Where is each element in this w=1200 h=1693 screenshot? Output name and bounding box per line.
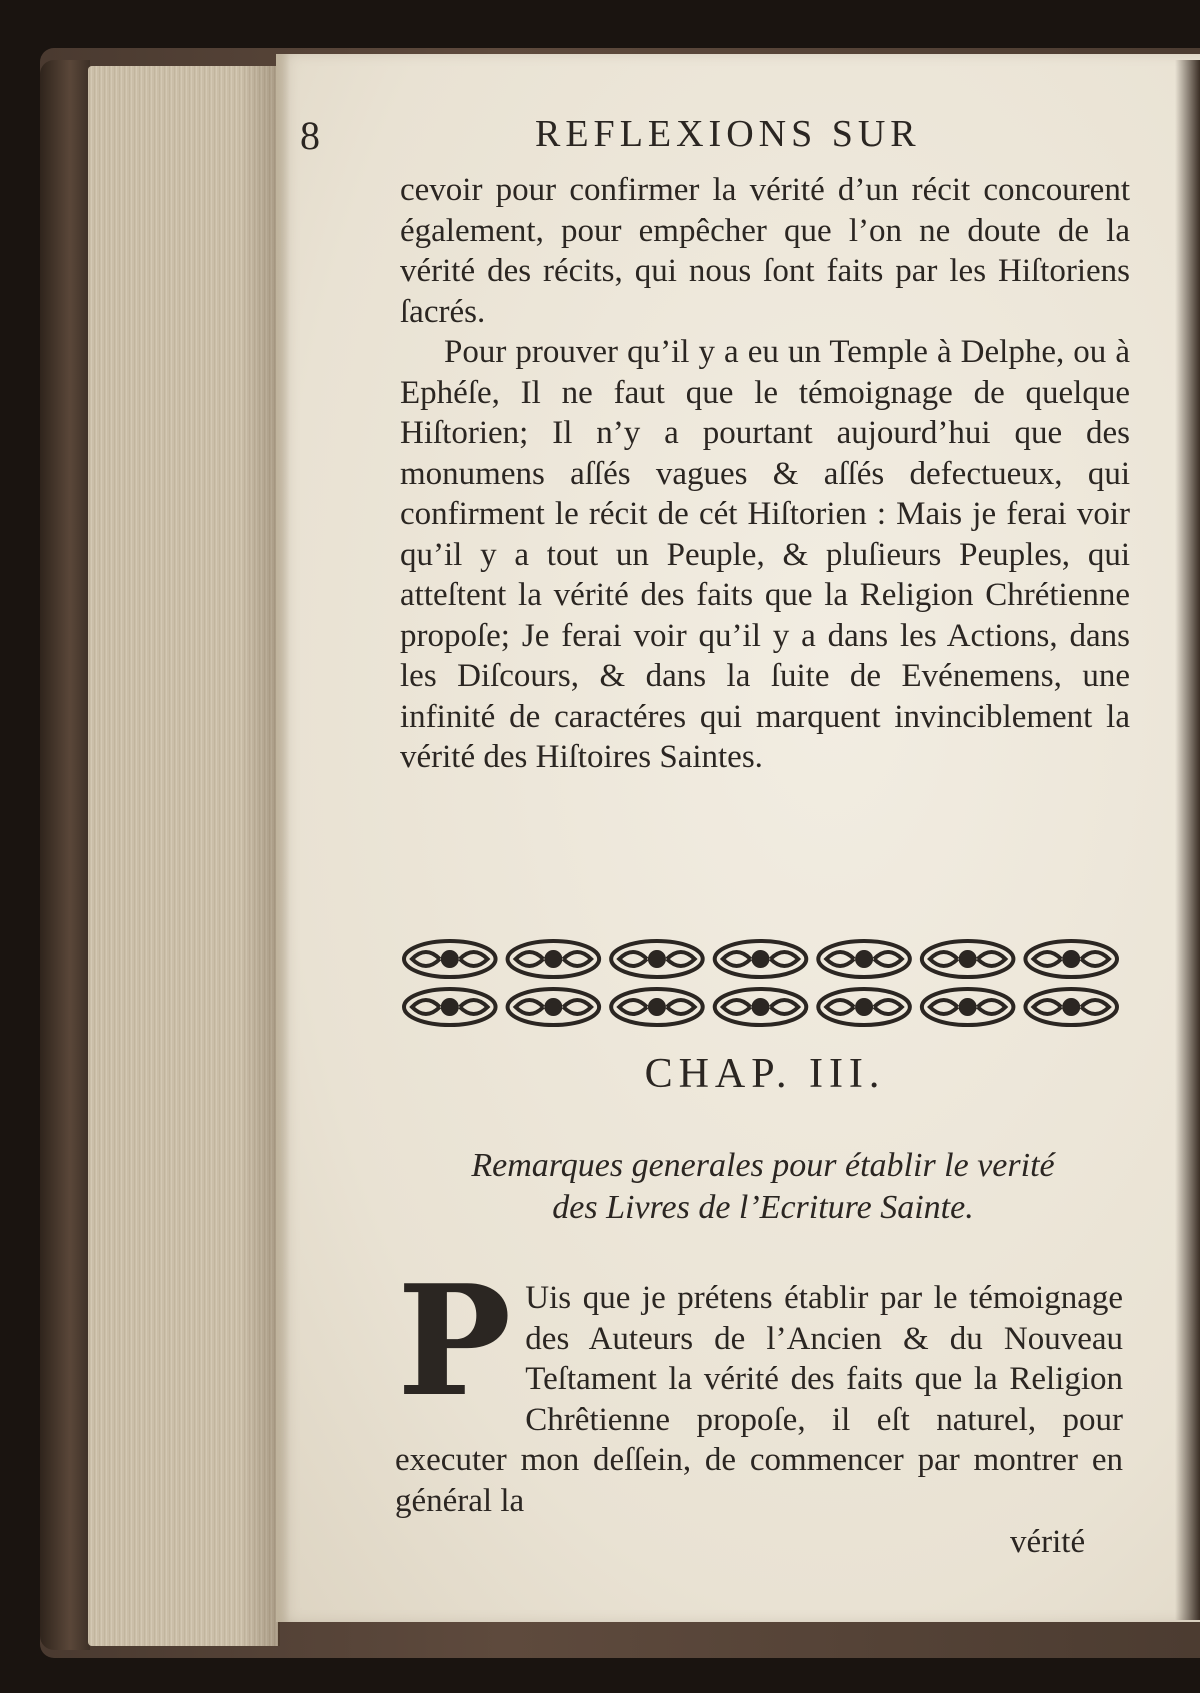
fleuron-scroll [826,1000,854,1014]
fleuron-center [857,952,871,966]
fleuron-scroll [563,952,591,966]
fleuron-scroll [826,952,854,966]
fleuron-center [754,1000,768,1014]
chapter-subtitle [398,1145,1128,1229]
fleuron-scroll [978,952,1006,966]
ornament-divider-icon [398,935,1123,1031]
running-head: REFLEXIONS SUR [535,113,921,155]
fleuron-scroll [930,952,958,966]
fleuron-scroll [667,952,695,966]
page-right-edge [1175,60,1200,1620]
body-text [400,170,1130,778]
opening-paragraph [395,1251,1123,1521]
fleuron-scroll [930,1000,958,1014]
paragraph-continued: cevoir pour confirmer la vérité d’un récit concourent également, pour empêcher que l’on ne doute de la vérité des récits, qui nous ſont faits par les Hiſtoriens ſacrés. [400,172,1130,330]
fleuron-scroll [874,1000,902,1014]
fleuron-scroll [1081,952,1109,966]
fleuron-center [961,952,975,966]
fleuron-center [961,1000,975,1014]
opening-text: Uis que je prétens établir par le témoignage des Auteurs de l’Ancien & du Nouveau Teſtament la vérité des faits que la Religion Chrêtienne propoſe, il eſt naturel, pour executer mon deſſein, de commencer par montrer en général la [395,1280,1123,1519]
chapter-text [395,1251,1123,1521]
fleuron-center [546,952,560,966]
fleuron-scroll [516,952,544,966]
fleuron-scroll [771,952,799,966]
fleuron-center [443,952,457,966]
fleuron-scroll [1033,1000,1061,1014]
subtitle-line: des Livres de l’Ecriture Sainte. [552,1189,974,1226]
fleuron-scroll [619,1000,647,1014]
page-number: 8 [300,113,320,158]
fleuron-scroll [619,952,647,966]
fleuron-scroll [723,1000,751,1014]
fleuron-center [1064,952,1078,966]
drop-cap: P [397,1251,512,1430]
fleuron-scroll [667,1000,695,1014]
fleuron-center [650,952,664,966]
cover-edge [40,60,90,1650]
fleuron-center [650,1000,664,1014]
chapter-title: CHAP. III. [644,1051,886,1097]
fleuron-scroll [412,1000,440,1014]
page-gutter [276,54,290,1622]
fleuron-center [857,1000,871,1014]
fleuron-scroll [1081,1000,1109,1014]
fleuron-scroll [771,1000,799,1014]
paragraph: Pour prouver qu’il y a eu un Temple à Delphe, ou à Ephéſe, Il ne faut que le témoignage de quelque Hiſtorien; Il n’y a pourtant aujourd’hui que des monumens aſſés vagues & aſſés defectueux, qui confirment le récit de cét Hiſtorien : Mais je ferai voir qu’il y a tout un Peuple, & pluſieurs Peuples, qui atteſtent la vérité des faits que la Religion Chrétienne propoſe; Je ferai voir qu’il y a dans les Actions, dans les Diſcours, & dans la ſuite de Evénemens, une infinité de caractéres qui marquent invinciblement la vérité des Hiſtoires Saintes. [400,334,1130,775]
fleuron-scroll [1033,952,1061,966]
fleuron-scroll [516,1000,544,1014]
subtitle-line: Remarques generales pour établir le verité [471,1147,1055,1184]
fleuron-scroll [460,1000,488,1014]
fleuron-scroll [874,952,902,966]
fleuron-center [443,1000,457,1014]
fleuron-scroll [563,1000,591,1014]
fleuron-scroll [723,952,751,966]
fleuron-center [1064,1000,1078,1014]
fleuron-center [546,1000,560,1014]
fleuron-center [754,952,768,966]
fleuron-scroll [412,952,440,966]
page-edges-shadow [240,66,280,1646]
catchword: vérité [1010,1524,1086,1560]
fleuron-scroll [978,1000,1006,1014]
fleuron-scroll [460,952,488,966]
